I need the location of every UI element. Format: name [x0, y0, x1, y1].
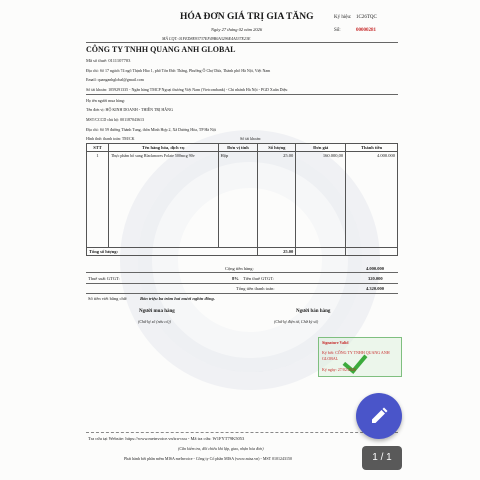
symbol-label: Ký hiệu:	[334, 15, 352, 20]
subtotal-value: 4.000.000	[366, 266, 384, 271]
seller-tax-id: Mã số thuế: 0111107703	[86, 58, 131, 63]
column-header: Tên hàng hóa, dịch vụ	[108, 144, 218, 152]
amount-in-words-label: Số tiền viết bằng chữ:	[88, 296, 128, 301]
totals-divider-2	[86, 283, 398, 284]
table-row	[87, 152, 398, 248]
symbol-value: 1C26TQC	[356, 15, 377, 20]
total-qty-value: 25.00	[258, 248, 296, 256]
grand-total-label: Tổng tiền thanh toán:	[236, 286, 275, 291]
seller-signature-note: (Chữ ký điện tử, Chữ ký số)	[274, 319, 319, 324]
buyer-signature-title: Người mua hàng	[139, 309, 175, 314]
column-header: Đơn giá	[296, 144, 346, 152]
column-header: STT	[87, 144, 109, 152]
buyer-account: Số tài khoản:	[240, 136, 262, 141]
number-label: Số:	[334, 28, 341, 33]
signed-date: Ký ngày: 27/02/2026	[322, 367, 356, 372]
header-divider	[86, 42, 398, 43]
signed-by	[322, 350, 400, 362]
vat-amount-label: Tiền thuế GTGT:	[243, 276, 275, 281]
total-qty-label: Tổng số lượng:	[87, 248, 258, 256]
total-qty-row	[87, 248, 398, 256]
cqt-code: MÃ CQT: 01FED8E93737EF49B0A3296E4A537E23E	[162, 36, 251, 41]
items-table	[86, 143, 398, 256]
provider-info: Phát hành bởi phần mềm MISA meInvoice - Công ty Cổ phần MISA (www.misa.vn) - MST 0101243150	[124, 456, 292, 461]
seller-email: Email: quanganhglobal@gmail.com	[86, 77, 144, 82]
check-note: (Cần kiểm tra, đối chiếu khi lập, giao, nhận hóa đơn)	[178, 446, 264, 451]
cell-amount: 4.000.000	[346, 152, 398, 248]
lookup-info: Tra cứu tại Website: https://www.meinvoice.vn/tra-cuu - Mã tra cứu: W1FYT79K5053	[88, 436, 245, 441]
buyer-name: Họ tên người mua hàng:	[86, 98, 125, 103]
grand-total-value: 4.320.000	[366, 286, 384, 291]
cell-price: 160.000,00	[296, 152, 346, 248]
cell-stt: 1	[87, 152, 109, 248]
buyer-unit: Tên đơn vị: HỘ KINH DOANH - THIỀN TRỊ HẰNG	[86, 107, 173, 112]
payment-method: Hình thức thanh toán: TM/CK	[86, 136, 135, 141]
cell-qty: 25.00	[258, 152, 296, 248]
vat-rate-label: Thuế suất GTGT:	[88, 276, 120, 281]
signed-by-text: Ký bởi: CÔNG TY TNHH QUANG ANH GLOBAL	[322, 350, 390, 361]
seller-divider	[86, 94, 398, 95]
signature-valid-label: Signature Valid	[322, 340, 349, 345]
totals-divider-3	[86, 293, 398, 294]
invoice-title: HÓA ĐƠN GIÁ TRỊ GIA TĂNG	[180, 12, 314, 22]
edit-button[interactable]	[356, 393, 402, 439]
column-header: Số lượng	[258, 144, 296, 152]
cell-product: Thực phẩm bổ sung Blackmores Folate 500mcg 90v	[108, 152, 218, 248]
table-header-row	[87, 144, 398, 152]
amount-in-words-value: Bốn triệu ba trăm hai mươi nghìn đồng.	[140, 296, 215, 301]
buyer-tax-id: MST/CCCD chủ hộ: 001187043613	[86, 117, 144, 122]
subtotal-label: Cộng tiền hàng:	[225, 266, 254, 271]
pencil-icon	[369, 406, 389, 426]
column-header: Thành tiền	[346, 144, 398, 152]
vat-rate-value: 8%	[232, 276, 239, 281]
number-value: 00000281	[356, 28, 376, 33]
vat-amount-value: 320.000	[368, 276, 383, 281]
page-indicator: 1 / 1	[362, 446, 402, 470]
column-header: Đơn vị tính	[218, 144, 258, 152]
footer-divider	[86, 432, 398, 433]
cell-unit: Hộp	[218, 152, 258, 248]
buyer-address: Địa chỉ: Số 59 đường Thành Tung, thôn Mình Hợp 2, Xã Dương Hòa, TP Hà Nội	[86, 127, 217, 132]
seller-bank: Số tài khoản: 1059291335 - Ngân hàng TMCP Ngoại thương Việt Nam (Vietcombank) - Chi nhánh Hà Nội - PGD Xuân Diệu	[86, 87, 288, 92]
totals-divider-1	[86, 272, 398, 273]
seller-signature-title: Người bán hàng	[296, 309, 331, 314]
seller-address: Địa chỉ: Số 17 ngách 74 ngõ Thịnh Hào 1, phố Tôn Đức Thắng, Phường Ô Chợ Dừa, Thành phố Hà Nội, Việt Nam	[86, 68, 271, 73]
seller-name: CÔNG TY TNHH QUANG ANH GLOBAL	[86, 45, 236, 54]
invoice-date: Ngày 27 tháng 02 năm 2026	[211, 27, 263, 32]
buyer-signature-note: (Chữ ký số (nếu có))	[138, 319, 171, 324]
